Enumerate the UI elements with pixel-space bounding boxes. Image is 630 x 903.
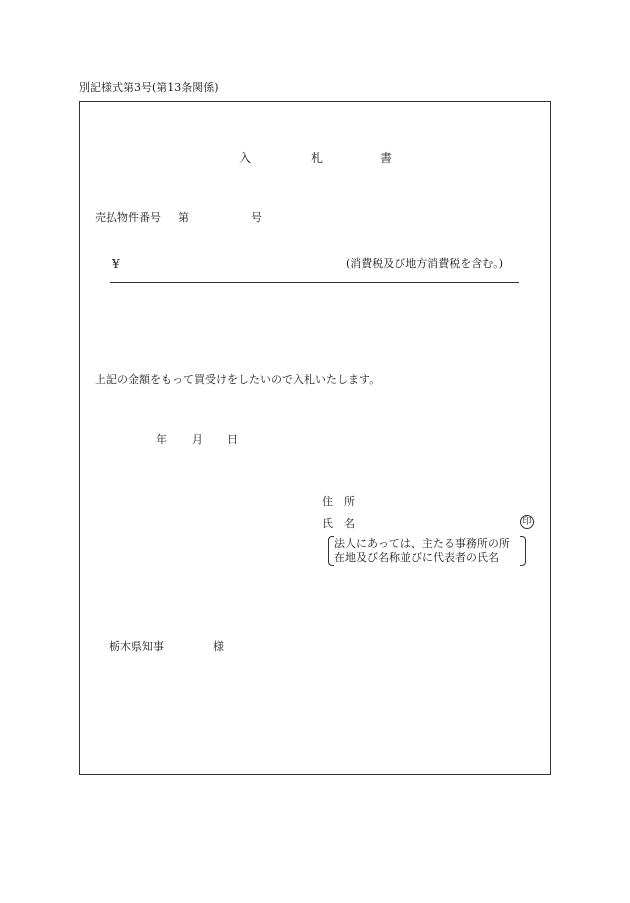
currency-symbol: ¥ — [112, 257, 120, 271]
title-char-2: 札 — [311, 151, 324, 165]
date-year-label: 年 — [156, 433, 167, 446]
address-label: 住 所 — [322, 495, 355, 508]
date-day-label: 日 — [227, 433, 238, 446]
date-month-label: 月 — [192, 433, 203, 446]
corporate-note-line-1: 法人にあっては、主たる事務所の所 — [334, 537, 510, 550]
addressee-honorific: 様 — [213, 640, 224, 653]
item-number-prefix: 第 — [178, 211, 189, 224]
item-number-label: 売払物件番号 — [95, 211, 161, 224]
corporate-note-line-2: 在地及び名称並びに代表者の氏名 — [334, 551, 499, 564]
item-number-suffix: 号 — [251, 211, 262, 224]
tax-note: (消費税及び地方消費税を含む。) — [346, 257, 504, 270]
name-label: 氏 名 — [322, 517, 355, 530]
document-frame — [79, 101, 551, 775]
bid-declaration: 上記の金額をもって買受けをしたいので入札いたします。 — [95, 373, 381, 386]
seal-icon: 印 — [520, 515, 534, 529]
form-reference: 別記様式第3号(第13条関係) — [79, 81, 219, 94]
addressee-name: 栃木県知事 — [109, 640, 164, 653]
title-char-1: 入 — [239, 151, 252, 165]
title-char-3: 書 — [380, 151, 393, 165]
amount-underline — [110, 282, 519, 283]
